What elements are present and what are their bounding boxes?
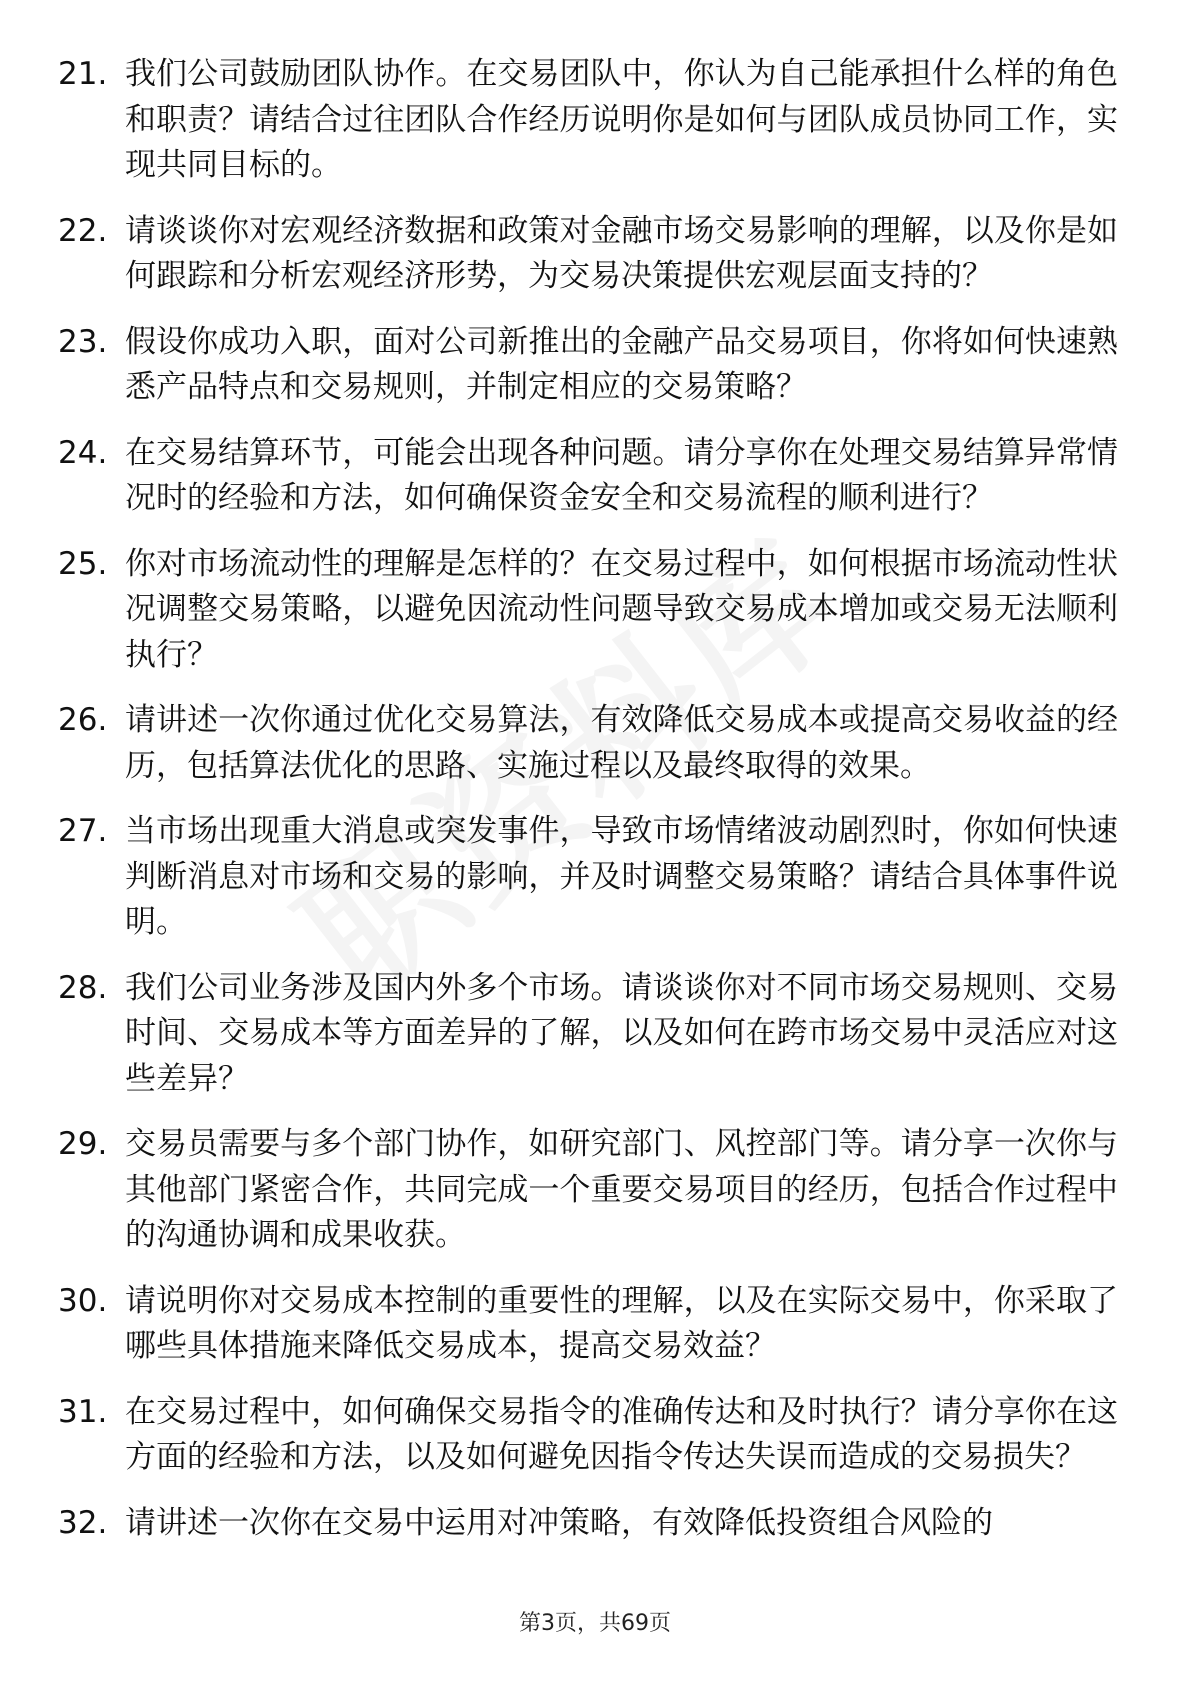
question-item	[58, 542, 1118, 679]
question-item	[58, 431, 1118, 522]
question-text: 你对市场流动性的理解是怎样的？在交易过程中，如何根据市场流动性状况调整交易策略，以避免因流动性问题导致交易成本增加或交易无法顺利执行？	[125, 545, 1118, 673]
question-number: 24.	[58, 434, 108, 471]
question-item	[58, 209, 1118, 300]
question-item	[58, 966, 1118, 1103]
question-number: 28.	[58, 969, 108, 1006]
question-list	[58, 52, 1118, 1546]
question-number: 25.	[58, 545, 108, 582]
question-text: 交易员需要与多个部门协作，如研究部门、风控部门等。请分享一次你与其他部门紧密合作，共同完成一个重要交易项目的经历，包括合作过程中的沟通协调和成果收获。	[125, 1126, 1118, 1253]
page-number-footer: 第3页，共69页	[519, 1611, 671, 1636]
question-number: 23.	[58, 323, 108, 360]
question-text: 我们公司业务涉及国内外多个市场。请谈谈你对不同市场交易规则、交易时间、交易成本等方面差异的了解，以及如何在跨市场交易中灵活应对这些差异？	[125, 969, 1118, 1097]
question-number: 30.	[58, 1282, 108, 1319]
question-number: 27.	[58, 813, 108, 849]
question-text: 假设你成功入职，面对公司新推出的金融产品交易项目，你将如何快速熟悉产品特点和交易规则，并制定相应的交易策略？	[125, 323, 1118, 405]
question-number: 31.	[58, 1393, 108, 1430]
question-number: 32.	[58, 1504, 108, 1541]
question-text: 请谈谈你对宏观经济数据和政策对金融市场交易影响的理解，以及你是如何跟踪和分析宏观经济形势，为交易决策提供宏观层面支持的？	[125, 212, 1118, 294]
question-number: 22.	[58, 212, 108, 249]
question-text: 请讲述一次你在交易中运用对冲策略，有效降低投资组合风险的	[125, 1504, 993, 1541]
question-number: 26.	[58, 702, 108, 738]
question-text: 请说明你对交易成本控制的重要性的理解，以及在实际交易中，你采取了哪些具体措施来降低交易成本，提高交易效益？	[125, 1282, 1118, 1364]
question-item	[58, 1501, 1118, 1547]
question-text: 我们公司鼓励团队协作。在交易团队中，你认为自己能承担什么样的角色和职责？请结合过往团队合作经历说明你是如何与团队成员协同工作，实现共同目标的。	[125, 56, 1118, 183]
question-text: 请讲述一次你通过优化交易算法，有效降低交易成本或提高交易收益的经历，包括算法优化的思路、实施过程以及最终取得的效果。	[125, 702, 1118, 784]
question-text: 当市场出现重大消息或突发事件，导致市场情绪波动剧烈时，你如何快速判断消息对市场和交易的影响，并及时调整交易策略？请结合具体事件说明。	[125, 813, 1118, 940]
question-text: 在交易结算环节，可能会出现各种问题。请分享你在处理交易结算异常情况时的经验和方法，如何确保资金安全和交易流程的顺利进行？	[125, 434, 1118, 516]
question-item	[58, 698, 1118, 789]
question-text: 在交易过程中，如何确保交易指令的准确传达和及时执行？请分享你在这方面的经验和方法，以及如何避免因指令传达失误而造成的交易损失？	[125, 1393, 1118, 1475]
question-number: 29.	[58, 1126, 108, 1162]
question-item	[58, 1390, 1118, 1481]
question-item	[58, 1122, 1118, 1259]
question-item	[58, 1279, 1118, 1370]
question-item	[58, 52, 1118, 189]
question-item	[58, 320, 1118, 411]
question-item	[58, 809, 1118, 946]
question-number: 21.	[58, 56, 108, 92]
